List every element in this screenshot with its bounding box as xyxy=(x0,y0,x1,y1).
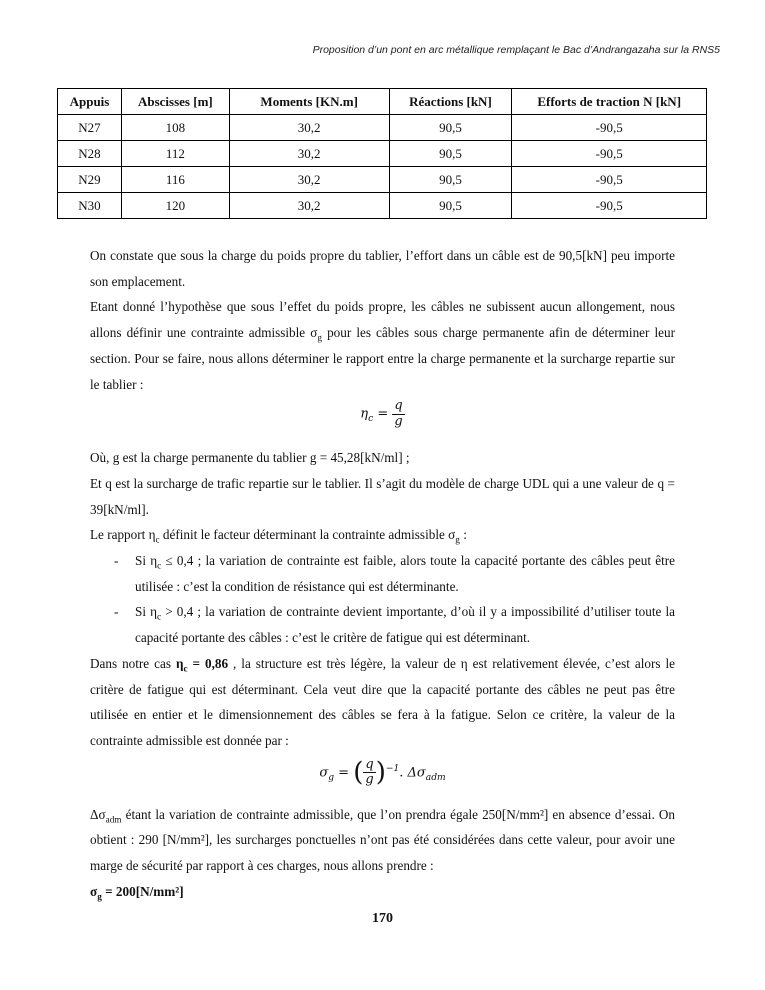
table-cell: N30 xyxy=(58,193,122,219)
paragraph-g-definition: Où, g est la charge permanente du tablier g = 45,28[kN/ml] ; xyxy=(90,450,410,466)
table-cell: 30,2 xyxy=(229,167,389,193)
table-cell: -90,5 xyxy=(512,167,707,193)
paragraph-q-definition: Et q est la surcharge de trafic repartie sur le tablier. Il s’agit du modèle de charge UDL qui a une valeur de q = 39[kN/ml]. xyxy=(90,475,675,517)
list-item: - Si $\eta_c \le 0,4$ ; la variation de contrainte est faible, alors toute la capacité portante des câbles peut être utilisée : c’est la condition de résistance qui est déterminante. xyxy=(114,553,675,594)
body-text xyxy=(90,243,675,904)
table-row xyxy=(58,167,707,193)
paragraph-delta-sigma: $\Delta\sigma_{adm}$ étant la variation de contrainte admissible, que l’on prendra égale 250[N/mm²] en absence d’essai. On obtient : 290 [N/mm²], les surcharges ponctuelles n’ont pas été considérées dans cette valeur, pour avoir une marge de sécurité par rapport à ces charges, nous allons prendre : xyxy=(90,806,675,874)
table-cell: N29 xyxy=(58,167,122,193)
table-header-row xyxy=(58,89,707,115)
paragraph-sigma-result: $\sigma_g = 200[N/mm^2]$ xyxy=(90,883,184,902)
table-cell: 90,5 xyxy=(389,115,512,141)
fraction: $\frac{q}{g}$ xyxy=(365,756,374,787)
table-cell: -90,5 xyxy=(512,193,707,219)
column-header: Réactions [kN] xyxy=(389,89,512,115)
table-cell: 90,5 xyxy=(389,193,512,219)
paragraph-our-case: Dans notre cas $\eta_c = 0,86$ , la structure est très légère, la valeur de η est relativement élevée, c’est alors le critère de fatigue qui est déterminant. Cela veut dire que la capacité portante des câbles ne peut pas être utilisée en entier et le dimensionnement des câbles se fera à la fatigue. Selon ce critère, la valeur de la contrainte admissible est donnée par : xyxy=(90,655,676,748)
table-cell: -90,5 xyxy=(512,141,707,167)
table-cell: 112 xyxy=(121,141,229,167)
table-row xyxy=(58,115,707,141)
column-header: Appuis xyxy=(58,89,122,115)
table-row xyxy=(58,193,707,219)
formula-eta: $\eta_c$ = $\frac{q}{g}$ xyxy=(360,398,403,429)
criteria-list xyxy=(90,548,675,651)
paragraph-effort-cable: On constate que sous la charge du poids propre du tablier, l’effort dans un câble est de 90,5[kN] peu importe son emplacement. xyxy=(90,248,675,289)
table-cell: 30,2 xyxy=(229,141,389,167)
formula-sigma: $\sigma_g$ = ( $\frac{q}{g}$ )$^{-1}$. $\Delta\sigma_{adm}$ xyxy=(319,756,446,788)
running-header: Proposition d’un pont en arc métallique remplaçant le Bac d’Andrangazaha sur la RNS5 xyxy=(312,44,720,56)
table-row xyxy=(58,141,707,167)
table-cell: 108 xyxy=(121,115,229,141)
paragraph-hypothesis: Etant donné l’hypothèse que sous l’effet du poids propre, les câbles ne subissent aucun allongement, nous allons définir une contrainte admissible $\sigma_g$ pour les câbles sous charge permanente afin de déterminer leur section. Pour se faire, nous allons déterminer le rapport entre la charge permanente et la surcharge repartie sur le tablier : xyxy=(90,299,676,392)
table-cell: 116 xyxy=(121,167,229,193)
table-cell: 90,5 xyxy=(389,167,512,193)
table-cell: 30,2 xyxy=(229,115,389,141)
table-cell: 90,5 xyxy=(389,141,512,167)
results-table xyxy=(57,88,707,219)
table-cell: N28 xyxy=(58,141,122,167)
table-cell: 30,2 xyxy=(229,193,389,219)
paragraph-ratio: Le rapport $\eta_c$ définit le facteur déterminant la contrainte admissible $\sigma_g$ : xyxy=(90,527,467,545)
table-cell: N27 xyxy=(58,115,122,141)
fraction: $\frac{q}{g}$ xyxy=(394,398,403,429)
column-header: Abscisses [m] xyxy=(121,89,229,115)
table-cell: -90,5 xyxy=(512,115,707,141)
page-number: 170 xyxy=(372,911,393,926)
column-header: Efforts de traction N [kN] xyxy=(512,89,707,115)
table-cell: 120 xyxy=(121,193,229,219)
column-header: Moments [KN.m] xyxy=(229,89,389,115)
list-item: - Si $\eta_c > 0,4$ ; la variation de contrainte devient importante, d’où il y a impossibilité d’utiliser toute la capacité portante des câbles : c’est le critère de fatigue qui est déterminant. xyxy=(114,604,675,646)
